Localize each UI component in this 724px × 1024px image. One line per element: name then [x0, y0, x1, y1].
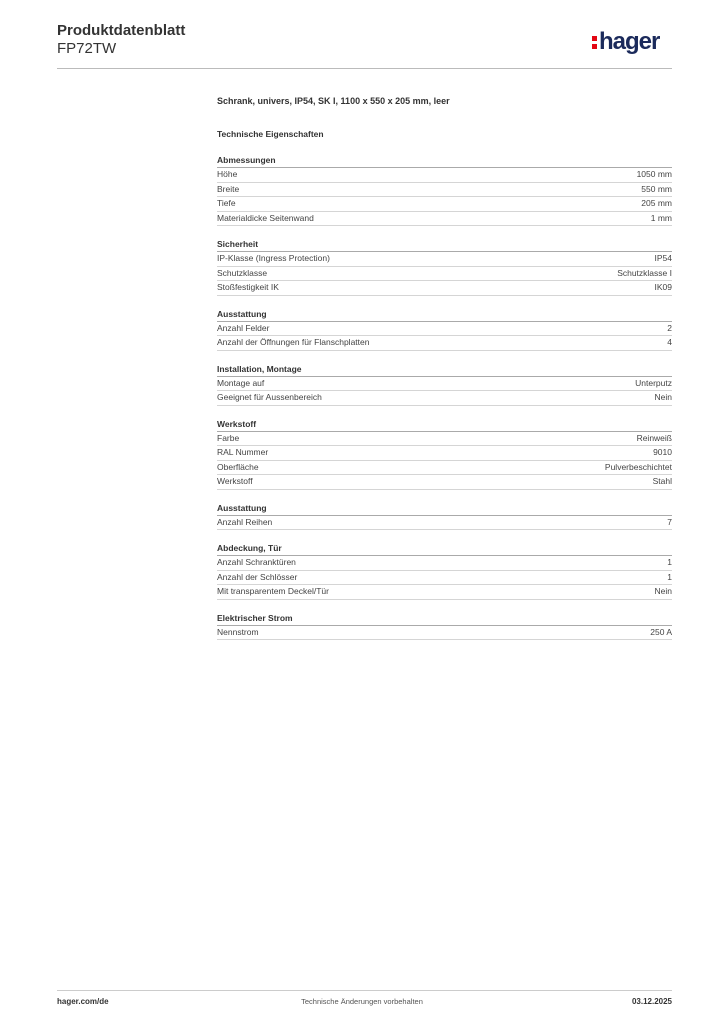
property-label: Anzahl der Schlösser: [217, 571, 298, 582]
logo-text: hager: [599, 28, 660, 55]
property-value: 550 mm: [641, 183, 672, 194]
section-title: Installation, Montage: [217, 363, 672, 377]
property-row: [217, 212, 672, 227]
property-row: [217, 626, 672, 641]
property-section: [217, 363, 672, 406]
property-section: [217, 238, 672, 296]
property-value: 1050 mm: [636, 169, 672, 179]
section-title: Elektrischer Strom: [217, 612, 672, 626]
property-row: [217, 252, 672, 267]
property-label: Nennstrom: [217, 626, 259, 637]
section-title: Abmessungen: [217, 154, 672, 168]
property-row: [217, 461, 672, 476]
property-label: Materialdicke Seitenwand: [217, 212, 314, 223]
property-label: Anzahl Felder: [217, 322, 270, 333]
property-label: Höhe: [217, 169, 238, 179]
property-value: 1: [667, 571, 672, 582]
property-value: 1 mm: [650, 212, 672, 223]
property-value: IK09: [654, 282, 672, 292]
section-title: Abdeckung, Tür: [217, 542, 672, 556]
footer-date: 03.12.2025: [631, 997, 672, 1006]
property-value: Unterputz: [635, 377, 672, 388]
property-value: Nein: [654, 392, 672, 402]
property-row: [217, 585, 672, 600]
property-row: [217, 571, 672, 586]
section-title: Sicherheit: [217, 238, 672, 252]
tech-properties-heading: Technische Eigenschaften: [217, 129, 324, 139]
property-section: [217, 612, 672, 641]
property-value: 9010: [653, 447, 672, 457]
footer-divider: [57, 990, 672, 991]
property-label: Montage auf: [217, 377, 265, 388]
property-label: Anzahl Reihen: [217, 516, 273, 527]
product-code: FP72TW: [57, 40, 117, 57]
property-row: [217, 168, 672, 183]
property-sections: [217, 154, 672, 640]
section-title: Werkstoff: [217, 418, 672, 432]
product-description: Schrank, univers, IP54, SK I, 1100 x 550 x 205 mm, leer: [217, 96, 450, 106]
property-section: [217, 154, 672, 226]
property-row: [217, 446, 672, 461]
property-label: RAL Nummer: [217, 447, 269, 457]
property-value: 2: [667, 322, 672, 333]
property-section: [217, 502, 672, 531]
property-label: IP-Klasse (Ingress Protection): [217, 253, 330, 263]
property-value: IP54: [654, 253, 672, 263]
footer-website[interactable]: hager.com/de: [57, 997, 109, 1006]
logo-dots-icon: [592, 32, 598, 50]
property-label: Mit transparentem Deckel/Tür: [217, 586, 329, 596]
property-value: 250 A: [650, 626, 672, 637]
property-value: Reinweiß: [636, 432, 672, 443]
footer-note: Technische Änderungen vorbehalten: [301, 997, 423, 1006]
property-label: Stoßfestigkeit IK: [217, 282, 279, 292]
section-title: Ausstattung: [217, 308, 672, 322]
property-label: Schutzklasse: [217, 267, 268, 278]
property-row: [217, 183, 672, 198]
property-label: Breite: [217, 183, 240, 194]
property-label: Geeignet für Aussenbereich: [217, 392, 322, 402]
property-section: [217, 418, 672, 490]
property-section: [217, 542, 672, 600]
property-label: Tiefe: [217, 198, 236, 208]
header-divider: [57, 68, 672, 69]
page-title: Produktdatenblatt: [57, 22, 186, 39]
property-row: [217, 336, 672, 351]
property-row: [217, 516, 672, 531]
section-title: Ausstattung: [217, 502, 672, 516]
property-row: [217, 391, 672, 406]
property-value: 1: [667, 557, 672, 567]
property-value: 205 mm: [641, 198, 672, 208]
property-row: [217, 475, 672, 490]
property-label: Anzahl der Öffnungen für Flanschplatten: [217, 337, 370, 347]
property-label: Farbe: [217, 432, 240, 443]
property-value: 4: [667, 337, 672, 347]
property-value: Schutzklasse I: [617, 267, 672, 278]
property-value: Nein: [654, 586, 672, 596]
property-value: Pulverbeschichtet: [604, 461, 672, 472]
property-section: [217, 308, 672, 351]
property-row: [217, 281, 672, 296]
property-label: Anzahl Schranktüren: [217, 557, 296, 567]
property-row: [217, 322, 672, 337]
property-row: [217, 556, 672, 571]
property-value: Stahl: [652, 476, 672, 486]
property-row: [217, 267, 672, 282]
property-row: [217, 432, 672, 447]
property-row: [217, 377, 672, 392]
datasheet-content: [217, 95, 672, 640]
property-value: 7: [667, 516, 672, 527]
property-label: Oberfläche: [217, 461, 259, 472]
property-label: Werkstoff: [217, 476, 253, 486]
hager-logo: [592, 28, 659, 56]
property-row: [217, 197, 672, 212]
